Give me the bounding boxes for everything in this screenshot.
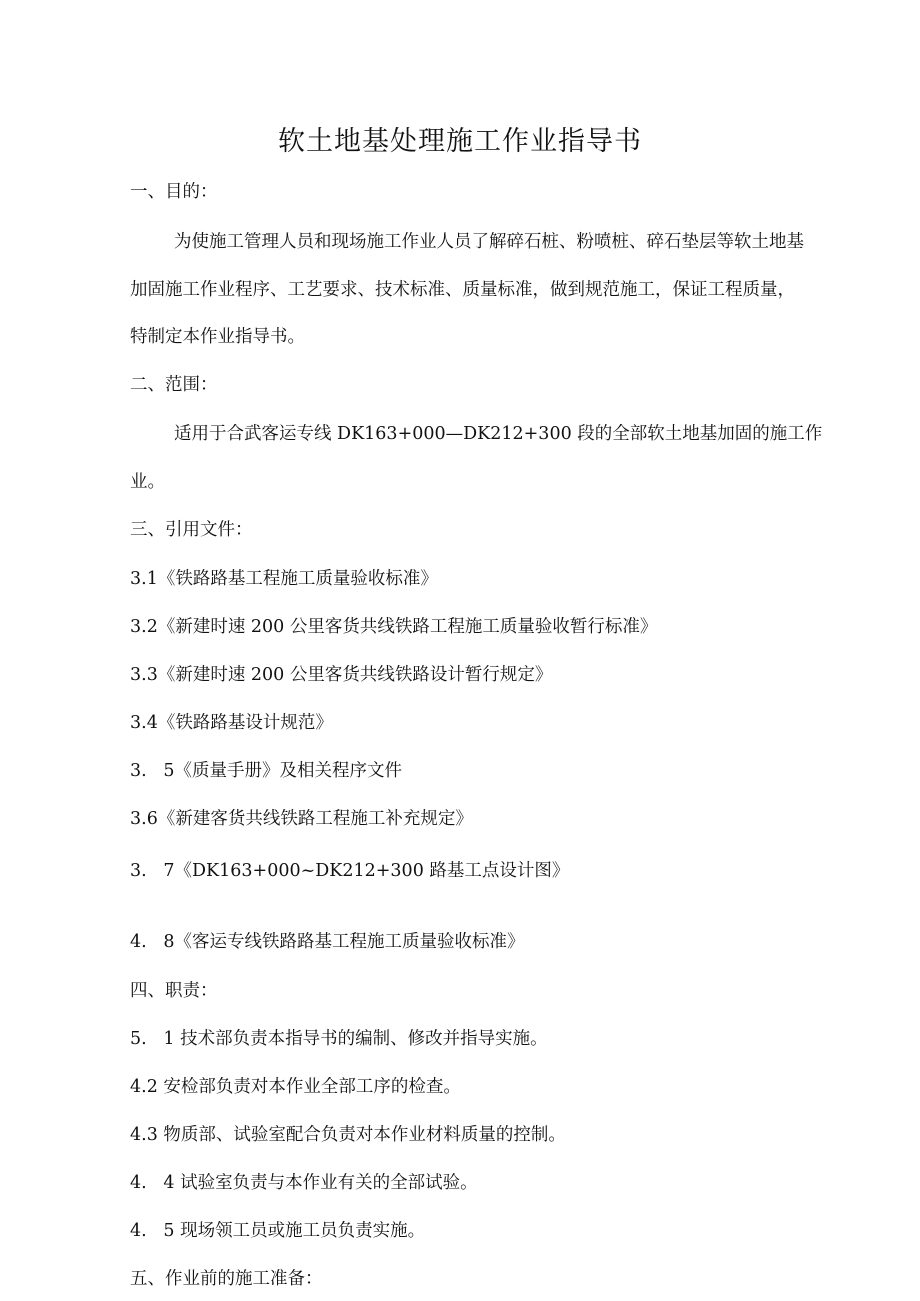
section-heading-purpose: 一、目的： xyxy=(130,182,218,202)
scope-line-2: 业。 xyxy=(130,472,165,492)
duty-item: 4.3 物质部、试验室配合负责对本作业材料质量的控制。 xyxy=(130,1125,566,1145)
section-heading-duties: 四、职责： xyxy=(130,981,218,1001)
section-heading-references: 三、引用文件： xyxy=(130,520,253,540)
reference-item: 3.4《铁路路基设计规范》 xyxy=(130,713,333,733)
duty-item: 4.2 安检部负责对本作业全部工序的检查。 xyxy=(130,1077,461,1097)
reference-item: 3.3《新建时速 200 公里客货共线铁路设计暂行规定》 xyxy=(130,665,553,685)
scope-line-1: 适用于合武客运专线 DK163+000—DK212+300 段的全部软土地基加固的施工作 xyxy=(174,424,823,444)
document-title: 软土地基处理施工作业指导书 xyxy=(278,126,642,157)
reference-item: 4. 8《客运专线铁路路基工程施工质量验收标准》 xyxy=(130,932,525,952)
section-heading-preparation: 五、作业前的施工准备： xyxy=(130,1269,323,1289)
purpose-line-1: 为使施工管理人员和现场施工作业人员了解碎石桩、粉喷桩、碎石垫层等软土地基 xyxy=(174,232,804,252)
reference-item: 3. 5《质量手册》及相关程序文件 xyxy=(130,761,403,781)
purpose-line-2: 加固施工作业程序、工艺要求、技术标准、质量标准，做到规范施工，保证工程质量， xyxy=(130,280,795,300)
duty-item: 4. 5 现场领工员或施工员负责实施。 xyxy=(130,1221,426,1241)
section-heading-scope: 二、范围： xyxy=(130,375,218,395)
duty-item: 5. 1 技术部负责本指导书的编制、修改并指导实施。 xyxy=(130,1029,548,1049)
reference-item: 3.1《铁路路基工程施工质量验收标准》 xyxy=(130,569,438,589)
reference-item: 3.6《新建客货共线铁路工程施工补充规定》 xyxy=(130,809,473,829)
reference-item: 3.2《新建时速 200 公里客货共线铁路工程施工质量验收暂行标准》 xyxy=(130,617,658,637)
purpose-line-3: 特制定本作业指导书。 xyxy=(130,327,305,347)
duty-item: 4. 4 试验室负责与本作业有关的全部试验。 xyxy=(130,1173,478,1193)
reference-item: 3. 7《DK163+000~DK212+300 路基工点设计图》 xyxy=(130,861,570,881)
